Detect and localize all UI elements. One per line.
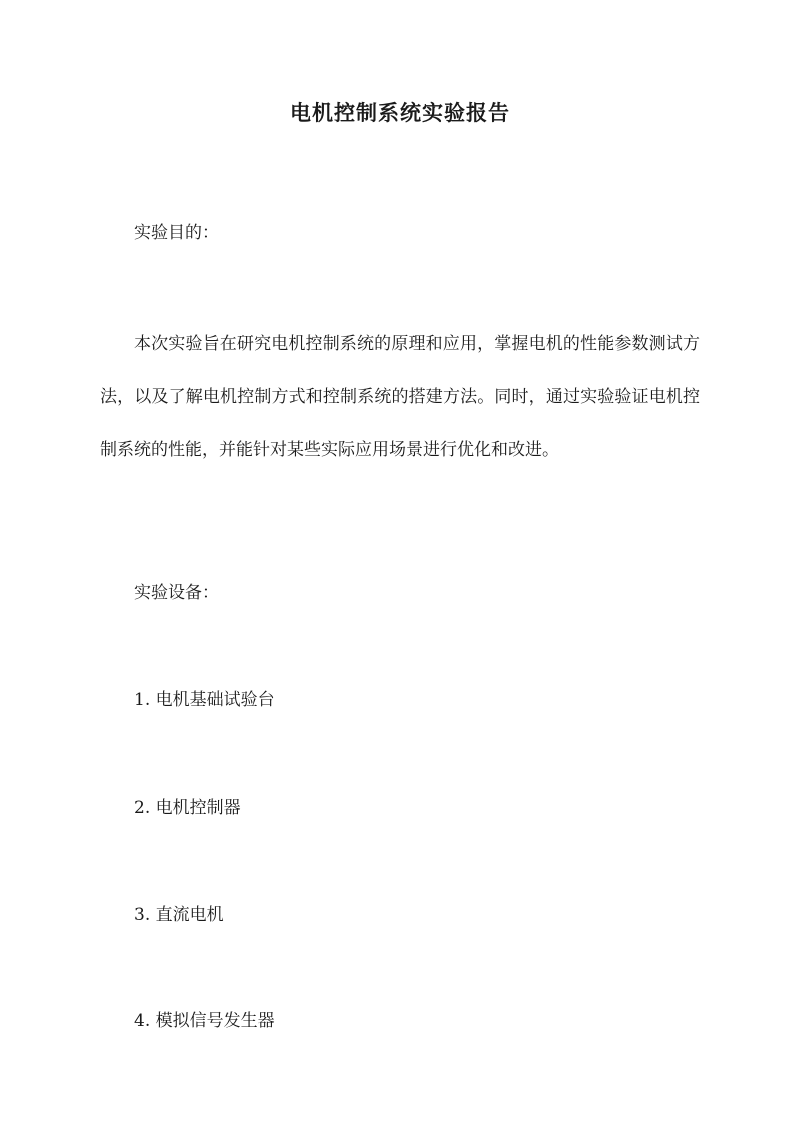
equipment-item: 4. 模拟信号发生器 — [134, 1011, 275, 1031]
equipment-heading: 实验设备： — [134, 583, 219, 603]
purpose-paragraph: 本次实验旨在研究电机控制系统的原理和应用，掌握电机的性能参数测试方法，以及了解电机控制方式和控制系统的搭建方法。同时，通过实验验证电机控制系统的性能，并能针对某些实际应用场景进行优化和改进。 — [100, 334, 700, 460]
purpose-heading: 实验目的： — [134, 223, 219, 243]
equipment-item: 3. 直流电机 — [134, 905, 224, 925]
equipment-item: 1. 电机基础试验台 — [134, 690, 275, 710]
equipment-item: 2. 电机控制器 — [134, 798, 241, 818]
document-title: 电机控制系统实验报告 — [290, 100, 510, 125]
